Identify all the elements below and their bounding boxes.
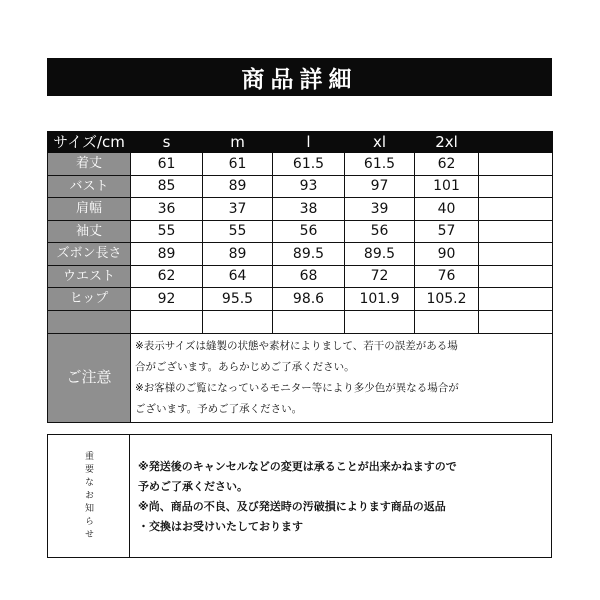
notice-line: ※表示サイズは縫製の状態や素材によりまして、若干の誤差がある場 (135, 339, 458, 352)
table-cell: 40 (415, 198, 479, 221)
important-line: ※発送後のキャンセルなどの変更は承ることが出来かねますので (138, 460, 457, 473)
table-row (48, 265, 553, 288)
table-cell: 89 (203, 175, 273, 198)
table-cell: 61.5 (345, 153, 415, 176)
table-cell: 64 (203, 265, 273, 288)
size-table-header (48, 132, 553, 153)
table-cell: 105.2 (415, 288, 479, 311)
notice-row (48, 333, 553, 422)
important-line: ・交換はお受けいたしております (138, 520, 303, 533)
row-label: ウエスト (48, 265, 131, 288)
table-cell: 37 (203, 198, 273, 221)
table-cell: 62 (415, 153, 479, 176)
table-cell: 38 (273, 198, 345, 221)
table-cell-empty (273, 310, 345, 333)
header-cell: m (203, 132, 273, 153)
table-row (48, 175, 553, 198)
size-table (47, 131, 553, 423)
page-title: 商品詳細 (241, 66, 358, 93)
table-row (48, 153, 553, 176)
table-row (48, 220, 553, 243)
notice-line: ※お客様のご覧になっているモニター等により多少色が異なる場合が (135, 381, 459, 394)
table-cell: 101.9 (345, 288, 415, 311)
table-cell: 68 (273, 265, 345, 288)
row-label: 肩幅 (48, 198, 131, 221)
notice-line: 合がございます。あらかじめご了承ください。 (135, 360, 355, 373)
table-cell: 97 (345, 175, 415, 198)
table-cell-empty (203, 310, 273, 333)
table-cell: 90 (415, 243, 479, 266)
table-cell: 93 (273, 175, 345, 198)
row-label: 袖丈 (48, 220, 131, 243)
table-cell-empty (345, 310, 415, 333)
notice-label: ご注意 (48, 333, 131, 422)
important-notice-label: 重要なお知らせ (83, 450, 93, 542)
header-cell: 2xl (415, 132, 479, 153)
table-cell (479, 153, 553, 176)
important-line: ※尚、商品の不良、及び発送時の汚破損によります商品の返品 (138, 500, 446, 513)
important-line: 予めご了承ください。 (138, 480, 248, 493)
table-cell (479, 175, 553, 198)
header-cell: xl (345, 132, 415, 153)
table-cell: 89 (203, 243, 273, 266)
notice-text (131, 333, 553, 422)
row-label: 着丈 (48, 153, 131, 176)
table-cell (479, 288, 553, 311)
table-cell: 89 (131, 243, 203, 266)
header-cell: サイズ/cm (48, 132, 131, 153)
header-cell: l (273, 132, 345, 153)
table-cell-empty (415, 310, 479, 333)
table-cell (479, 220, 553, 243)
table-cell: 55 (203, 220, 273, 243)
table-row (48, 243, 553, 266)
table-cell (479, 198, 553, 221)
table-cell: 57 (415, 220, 479, 243)
important-notice-label-cell (48, 435, 130, 557)
row-label-empty (48, 310, 131, 333)
important-notice-text (130, 435, 551, 557)
important-notice-box (47, 434, 552, 558)
table-cell: 62 (131, 265, 203, 288)
table-cell: 85 (131, 175, 203, 198)
table-cell: 55 (131, 220, 203, 243)
table-row-empty (48, 310, 553, 333)
table-cell: 61.5 (273, 153, 345, 176)
table-cell: 92 (131, 288, 203, 311)
row-label: ヒップ (48, 288, 131, 311)
table-cell: 56 (345, 220, 415, 243)
page-title-banner (47, 58, 552, 96)
table-cell: 89.5 (273, 243, 345, 266)
table-cell: 89.5 (345, 243, 415, 266)
table-cell (479, 265, 553, 288)
header-cell: s (131, 132, 203, 153)
header-cell (479, 132, 553, 153)
table-cell: 76 (415, 265, 479, 288)
table-cell-empty (131, 310, 203, 333)
table-cell-empty (479, 310, 553, 333)
table-cell (479, 243, 553, 266)
table-cell: 61 (131, 153, 203, 176)
table-cell: 98.6 (273, 288, 345, 311)
table-row (48, 198, 553, 221)
row-label: バスト (48, 175, 131, 198)
table-cell: 39 (345, 198, 415, 221)
table-cell: 95.5 (203, 288, 273, 311)
notice-line: ございます。予めご了承ください。 (135, 402, 303, 415)
table-cell: 101 (415, 175, 479, 198)
table-cell: 61 (203, 153, 273, 176)
table-cell: 72 (345, 265, 415, 288)
table-cell: 56 (273, 220, 345, 243)
table-row (48, 288, 553, 311)
row-label: ズボン長さ (48, 243, 131, 266)
table-cell: 36 (131, 198, 203, 221)
